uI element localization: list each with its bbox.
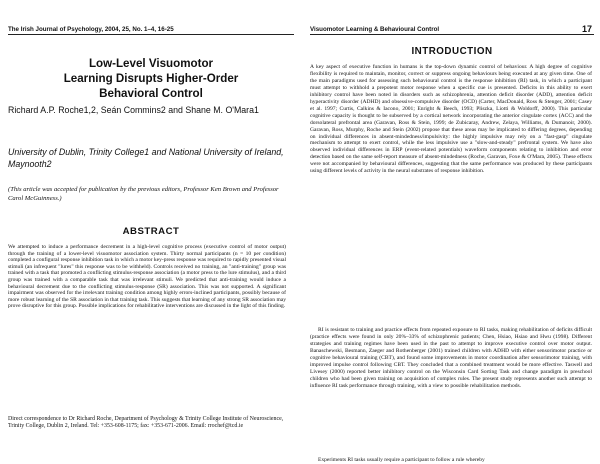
right-page [300,0,600,464]
title-line-2: Learning Disrupts Higher-Order [63,72,239,85]
page-number: 17 [581,24,592,34]
right-running-head: Visuomotor Learning & Behavioural Control [310,26,440,33]
affiliation: University of Dublin, Trinity College1 and National University of Ireland, Maynooth2 [8,147,284,169]
article-title [8,56,294,101]
abstract-heading: ABSTRACT [122,226,180,237]
abstract-text: We attempted to induce a performance decrement in a high-level cognitive process (executive control of motor output) through the training of a lower-level visuomotor association system. Thirty normal participants (n = 10 per condition) completed a configural response inhibition task in which a motor key-press response was required to rapidly presented visual stimuli (an infrequent "lures" this response was to be withheld). Controls received no training, an "anti-training" group was trained with a task that promoted a conflicting stimulus-response association (a motor press to the lure stimulus), and a third group was trained with a comparable task that was irrelevant stimuli. We predicted that anti-training would induce a behavioural decrement due to the conflicting stimulus-response (SR) association. This was not supported. A significant impairment was observed for the irrelevant training condition among highly errors-inclined participants, possibly because of more robust learning of the SR association in that training task. This suggests that learning of any strong SR association may prove disruptive for this group. Possible implications for rehabilitative interventions are discussed in the light of this finding. [8,244,286,310]
title-line-1: Low-Level Visuomotor [88,57,214,70]
section-heading: INTRODUCTION [411,46,493,57]
intro-paragraph-2: RI is resistant to training and practice effects from repeated exposure to RI tasks, making rehabilitation of deficits difficult (practice effects were found in only 20%–33% of schizophrenic patients; Chen, Hsiao, Hsiao and Hwu (1998). Different strategies and training regimes have been used in the past to attempt to improve executive control over motor output. Banaschewski, Besmann, Zaeger and Rothenberger (2001) trained children with ADHD with either sensorimotor practice or cognitive behavioural training (CBT), and found some improvements in motor coordination after sensorimotor training, with improved impulse control following CBT. They concluded that a combined treatment would be more effective. Taswell and Livesey (2000) reported better inhibitory control on the Wisconsin Card Sorting Task and change paradigm in preschool children who had been given training on acquisition of complex rules. The present study represents another such attempt to influence RI task performance through training, with a view to possible rehabilitation methods. [310,327,592,389]
acceptance-note: (This article was accepted for publication by the previous editors, Professor Ken Brown and Professor Carol McGuinness.) [8,186,279,202]
left-header-rule [8,34,294,35]
intro-paragraph-3: Experiments RI tasks usually require a participant to follow a rule whereby [318,457,485,463]
right-header-rule [310,34,594,35]
left-running-head: The Irish Journal of Psychology, 2004, 25, No. 1–4, 16-25 [8,26,174,33]
authors: Richard A.P. Roche1,2, Seán Commins2 and Shane M. O'Mara1 [8,105,259,115]
correspondence-note: Direct correspondence to Dr Richard Roche, Department of Psychology & Trinity College Institute of Neuroscience, Trinity College, Dublin 2, Ireland. Tel: +353-608-1175; fax: +353-671-2006. Email: rrochef@tcd.ie [8,416,284,430]
title-line-3: Behavioral Control [99,87,203,100]
intro-paragraph-1: A key aspect of executive function in humans is the top-down dynamic control of behaviour. A high degree of cognitive flexibility is required to maintain, monitor, correct or suppress ongoing behaviours being executed at any given time. One of the main paradigms used for assessing such behavioural control is the response inhibition (RI) task, in which a participant must attempt to withhold a prepotent motor response when a specific cue is presented. Deficits in this ability to exert inhibitory control have been noted in disorders such as schizophrenia, attention deficit disorder (ADD), attention deficit hyperactivity disorder (ADHD) and obsessive-compulsive disorder (OCD) (Carter, MacDonald, Ross & Stenger, 2001; Casey et al. 1997; Curtis, Calkins & Iacono, 2001; Enright & Beech, 1993; Pliszka, Liotti & Woldorff, 2000). This particular cognitive capacity is thought to be subserved by a cortical network incorporating the anterior cingulate cortex (ACC) and the dorsolateral prefrontal area (Garavan, Ross & Stein, 1999; de Zubicaray, Andrew, Zelaya, Williams, & Dumanoir, 2000). Garavan, Ross, Murphy, Roche and Stein (2002) propose that these areas may be implicated to differing degrees, depending on individual differences in absent-mindedness/impulsivity: the highly impulsive may rely on a "fast-gasp" cingulate mechanism to attempt to exert control, while the less impulsive use a "slow-and-steady" prefrontal system. We have also observed individual differences in ERP (event-related potentials) waveform components relating to inhibition and error detection based on the same self-report measure of absent-mindedness (Roche, Garavan, Foxe & O'Mara, 2005). These effects were not accompanied by behavioural differences, suggesting that the same performance was produced by these participants using different levels of activity in the neural substrates of response inhibition. [310,64,592,175]
